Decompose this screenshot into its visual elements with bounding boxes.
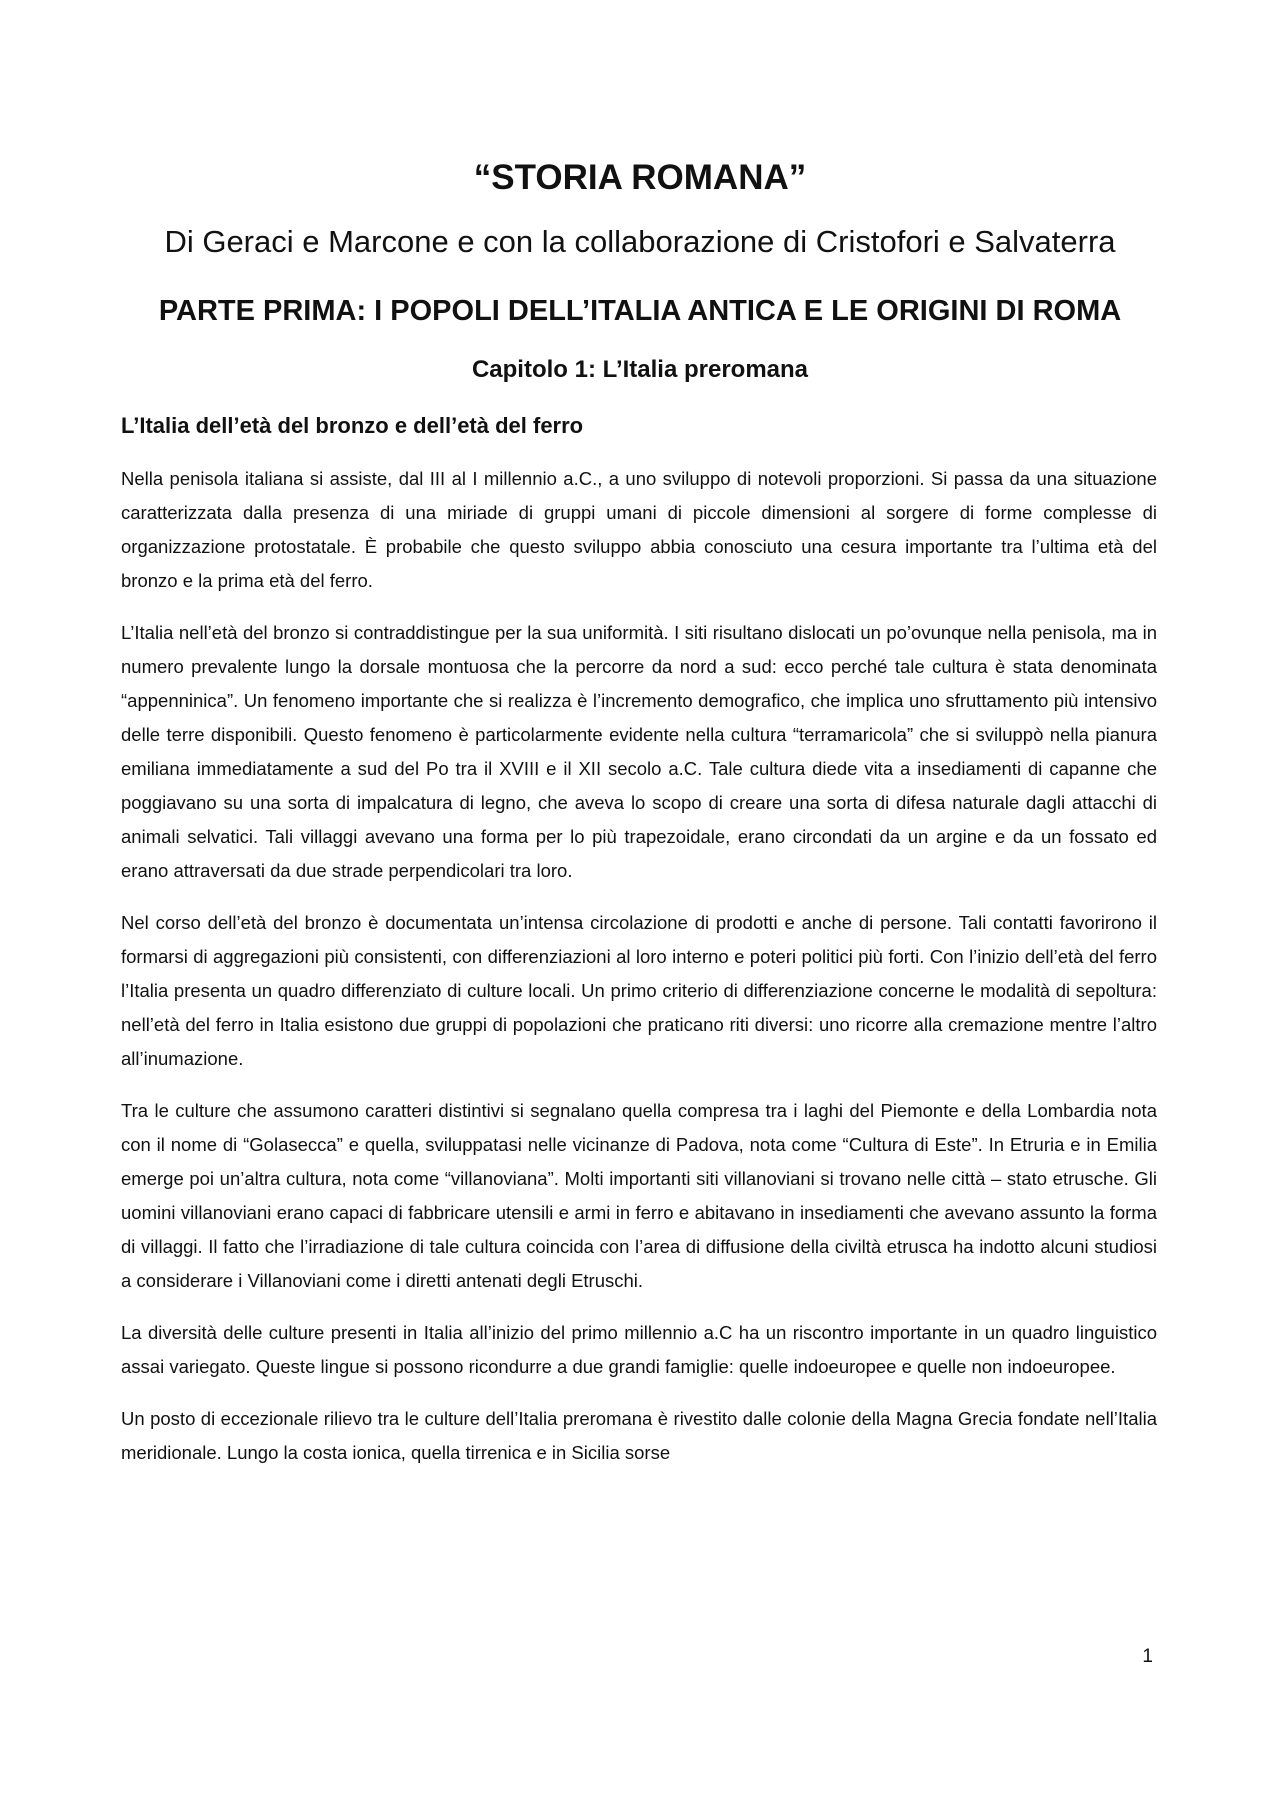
body-text xyxy=(121,462,1157,1488)
document-title: “STORIA ROMANA” xyxy=(473,158,807,197)
paragraph: L’Italia nell’età del bronzo si contraddistingue per la sua uniformità. I siti risultano dislocati un po’ovunque nella penisola, ma in numero prevalente lungo la dorsale montuosa che la percorre da nord a sud: ecco perché tale cultura è stata denominata “appenninica”. Un fenomeno importante che si realizza è l’incremento demografico, che implica uno sfruttamento più intensivo delle terre disponibili. Questo fenomeno è particolarmente evidente nella cultura “terramaricola” che si sviluppò nella pianura emiliana immediatamente a sud del Po tra il XVIII e il XII secolo a.C. Tale cultura diede vita a insediamenti di capanne che poggiavano su una sorta di impalcatura di legno, che aveva lo scopo di creare una sorta di difesa naturale dagli attacchi di animali selvatici. Tali villaggi avevano una forma per lo più trapezoidale, erano circondati da un argine e da un fossato ed erano attraversati da due strade perpendicolari tra loro. xyxy=(121,622,1157,881)
paragraph: Un posto di eccezionale rilievo tra le culture dell’Italia preromana è rivestito dalle colonie della Magna Grecia fondate nell’Italia meridionale. Lungo la costa ionica, quella tirrenica e in Sicilia sorse xyxy=(121,1408,1157,1463)
paragraph: Nella penisola italiana si assiste, dal III al I millennio a.C., a uno sviluppo di notevoli proporzioni. Si passa da una situazione caratterizzata dalla presenza di una miriade di gruppi umani di piccole dimensioni al sorgere di forme complesse di organizzazione protostatale. È probabile che questo sviluppo abbia conosciuto una cesura importante tra l’ultima età del bronzo e la prima età del ferro. xyxy=(121,468,1157,591)
document-authors: Di Geraci e Marcone e con la collaborazione di Cristofori e Salvaterra xyxy=(164,224,1116,259)
paragraph: La diversità delle culture presenti in Italia all’inizio del primo millennio a.C ha un riscontro importante in un quadro linguistico assai variegato. Queste lingue si possono ricondurre a due grandi famiglie: quelle indoeuropee e quelle non indoeuropee. xyxy=(121,1322,1157,1377)
chapter-heading: Capitolo 1: L’Italia preromana xyxy=(471,356,809,383)
part-heading: PARTE PRIMA: I POPOLI DELL’ITALIA ANTICA E LE ORIGINI DI ROMA xyxy=(158,295,1122,327)
paragraph: Nel corso dell’età del bronzo è documentata un’intensa circolazione di prodotti e anche di persone. Tali contatti favorirono il formarsi di aggregazioni più consistenti, con differenziazioni al loro interno e poteri politici più forti. Con l’inizio dell’età del ferro l’Italia presenta un quadro differenziato di culture locali. Un primo criterio di differenziazione concerne le modalità di sepoltura: nell’età del ferro in Italia esistono due gruppi di popolazioni che praticano riti diversi: uno ricorre alla cremazione mentre l’altro all’inumazione. xyxy=(121,912,1157,1069)
paragraph: Tra le culture che assumono caratteri distintivi si segnalano quella compresa tra i laghi del Piemonte e della Lombardia nota con il nome di “Golasecca” e quella, sviluppatasi nelle vicinanze di Padova, nota come “Cultura di Este”. In Etruria e in Emilia emerge poi un’altra cultura, nota come “villanoviana”. Molti importanti siti villanoviani si trovano nelle città – stato etrusche. Gli uomini villanoviani erano capaci di fabbricare utensili e armi in ferro e abitavano in insediamenti che avevano assunto la forma di villaggi. Il fatto che l’irradiazione di tale cultura coincida con l’area di diffusione della civiltà etrusca ha indotto alcuni studiosi a considerare i Villanoviani come i diretti antenati degli Etruschi. xyxy=(121,1100,1157,1291)
page-number: 1 xyxy=(1142,1646,1153,1667)
section-heading: L’Italia dell’età del bronzo e dell’età del ferro xyxy=(121,413,584,438)
